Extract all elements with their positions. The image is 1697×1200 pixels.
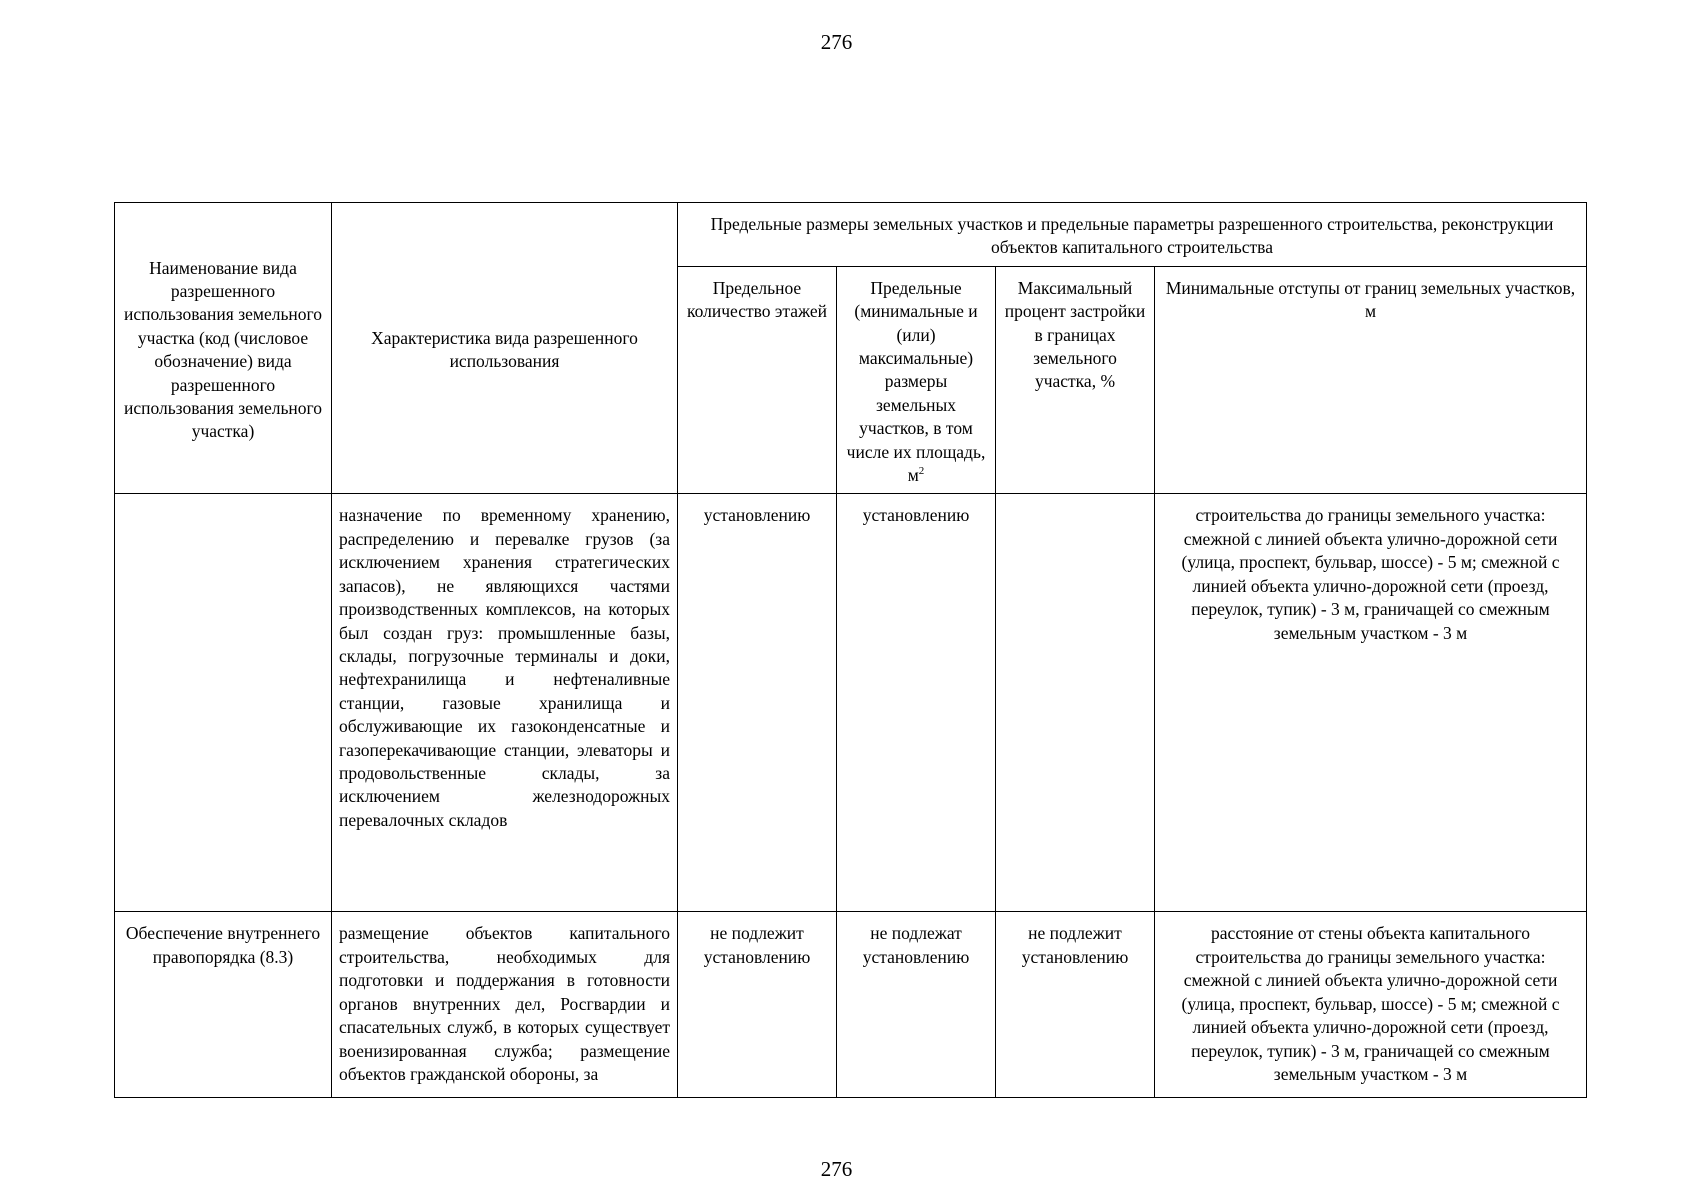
- header-name: Наименование вида разрешенного использования земельного участка (код (числовое обозначение) вида разрешенного использования земельного участка): [115, 203, 332, 494]
- header-sizes-text: Предельные (минимальные и (или) максимальные) размеры земельных участков, в том числе их площадь, м: [846, 277, 986, 486]
- page-number-top: 276: [820, 30, 853, 54]
- cell-floors: установлению: [678, 494, 837, 912]
- cell-percent: [996, 494, 1155, 912]
- land-use-regulations-table: [114, 202, 1587, 1098]
- table-row: [115, 912, 1587, 1098]
- cell-characteristic: размещение объектов капитального строительства, необходимых для подготовки и поддержания в готовности органов внутренних дел, Росгвардии и спасательных служб, в которых существует военизированная служба; размещение объектов гражданской обороны, за: [332, 912, 678, 1098]
- cell-percent: не подлежит установлению: [996, 912, 1155, 1098]
- page-number-bottom: 276: [820, 1157, 853, 1181]
- cell-floors: не подлежит установлению: [678, 912, 837, 1098]
- cell-sizes: не подлежат установлению: [837, 912, 996, 1098]
- cell-name: [115, 494, 332, 912]
- header-row-1: [115, 203, 1587, 267]
- header-setbacks: Минимальные отступы от границ земельных участков, м: [1155, 266, 1587, 494]
- header-floors: Предельное количество этажей: [678, 266, 837, 494]
- cell-setbacks: строительства до границы земельного участка: смежной с линией объекта улично-дорожной сети (улица, проспект, бульвар, шоссе) - 5 м; смежной с линией объекта улично-дорожной сети (проезд, переулок, тупик) - 3 м, граничащей со смежным земельным участком - 3 м: [1155, 494, 1587, 912]
- cell-characteristic: назначение по временному хранению, распределению и перевалке грузов (за исключением хранения стратегических запасов), не являющихся частями производственных комплексов, на которых был создан груз: промышленные базы, склады, погрузочные терминалы и доки, нефтехранилища и нефтеналивные станции, газовые хранилища и обслуживающие их газоконденсатные и газоперекачивающие станции, элеваторы и продовольственные склады, за исключением железнодорожных перевалочных складов: [332, 494, 678, 912]
- table-row: [115, 494, 1587, 912]
- cell-sizes: установлению: [837, 494, 996, 912]
- header-percent: Максимальный процент застройки в границах земельного участка, %: [996, 266, 1155, 494]
- header-characteristic: Характеристика вида разрешенного использования: [332, 203, 678, 494]
- header-sizes-superscript: 2: [918, 465, 925, 478]
- cell-name: Обеспечение внутреннего правопорядка (8.3): [115, 912, 332, 1098]
- header-sizes: [837, 266, 996, 494]
- cell-setbacks: расстояние от стены объекта капитального строительства до границы земельного участка: смежной с линией объекта улично-дорожной сети (улица, проспект, бульвар, шоссе) - 5 м; смежной с линией объекта улично-дорожной сети (проезд, переулок, тупик) - 3 м, граничащей со смежным земельным участком - 3 м: [1155, 912, 1587, 1098]
- header-limits-group: Предельные размеры земельных участков и предельные параметры разрешенного строительства, реконструкции объектов капитального строительства: [678, 203, 1587, 267]
